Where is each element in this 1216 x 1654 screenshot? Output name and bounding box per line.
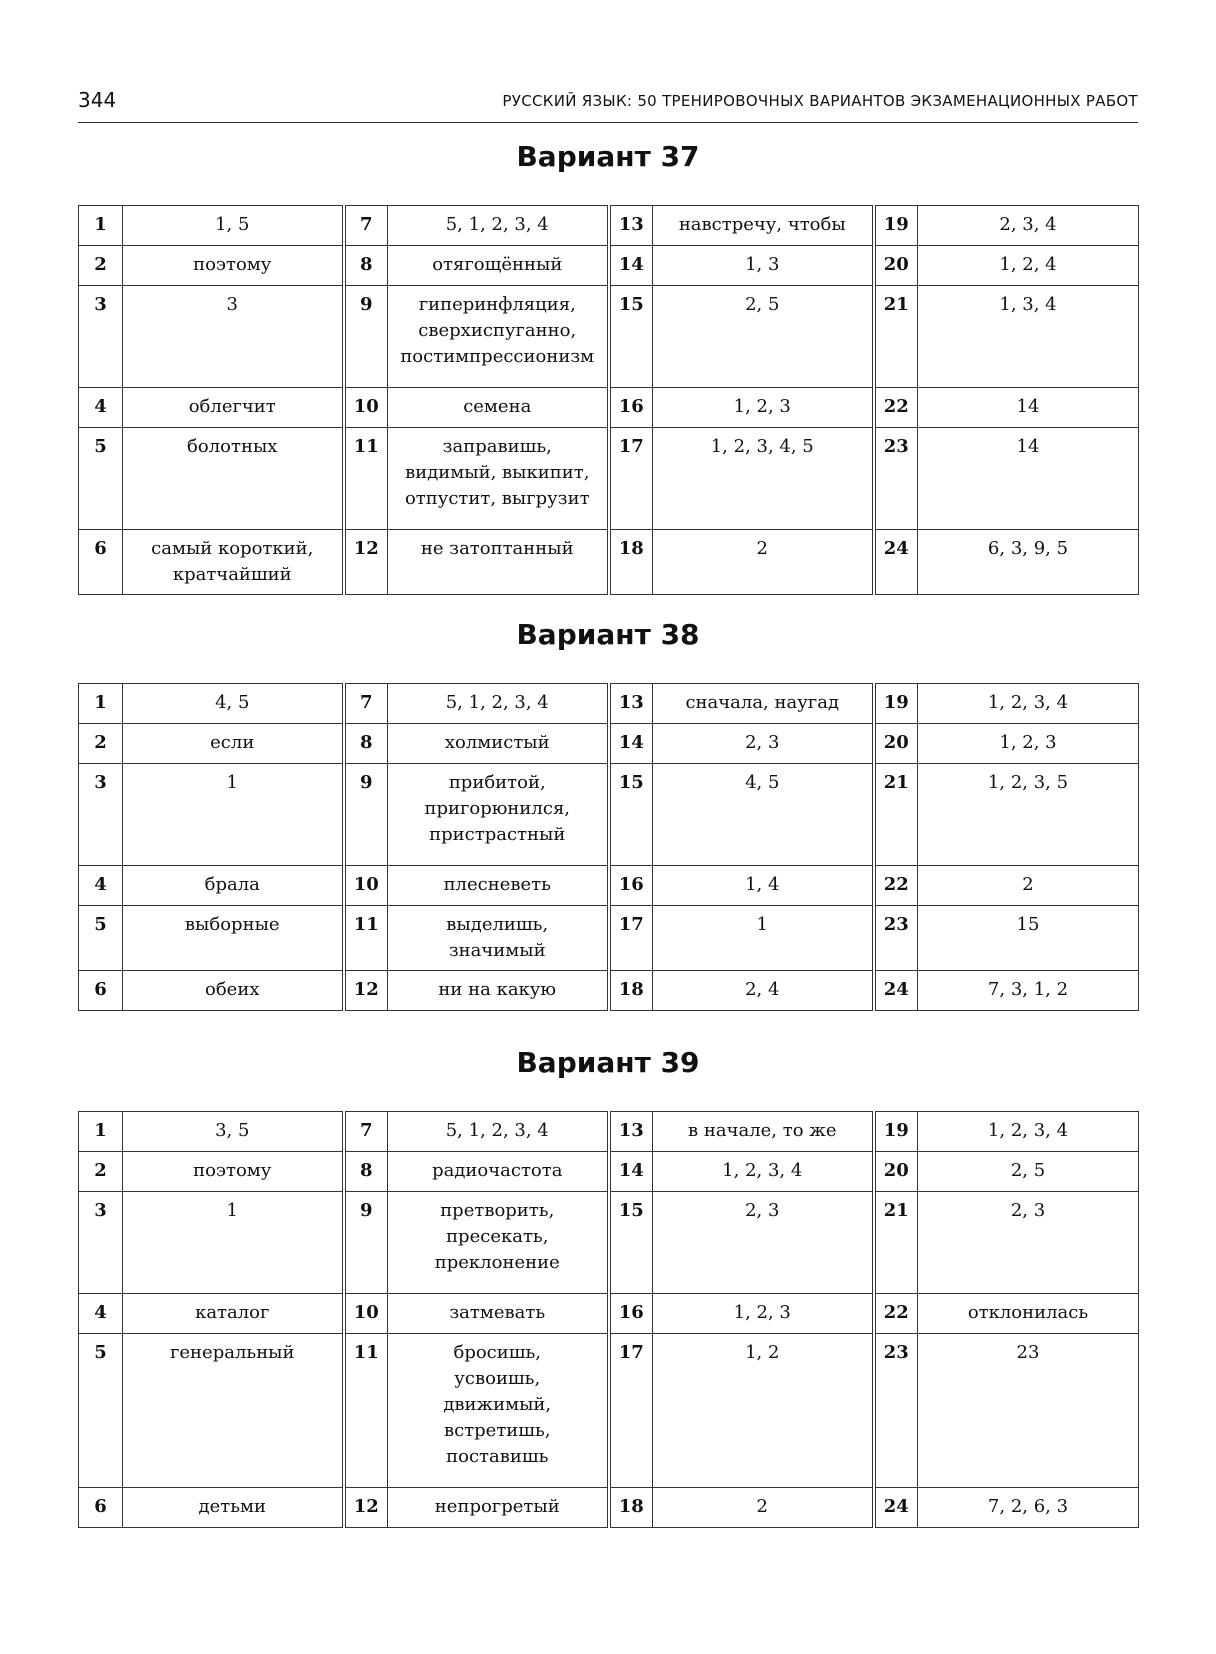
task-number: 16 — [609, 866, 653, 906]
task-number: 9 — [344, 1192, 388, 1294]
task-answer: радиочастота — [388, 1152, 609, 1192]
table-row — [79, 906, 1139, 971]
task-number: 9 — [344, 286, 388, 388]
task-number: 17 — [609, 428, 653, 530]
task-answer: если — [123, 724, 344, 764]
task-answer: непрогретый — [388, 1488, 609, 1528]
answer-table — [78, 1111, 1139, 1528]
task-answer: навстречу, чтобы — [653, 206, 874, 246]
task-number: 10 — [344, 866, 388, 906]
task-answer: 2, 3 — [918, 1192, 1139, 1294]
task-answer: претворить, пресекать, преклонение — [388, 1192, 609, 1294]
task-number: 19 — [874, 1112, 918, 1152]
task-answer: 14 — [918, 428, 1139, 530]
task-number: 24 — [874, 971, 918, 1011]
task-number: 22 — [874, 388, 918, 428]
task-number: 5 — [79, 906, 123, 971]
answer-table — [78, 683, 1139, 1011]
task-number: 20 — [874, 1152, 918, 1192]
task-number: 2 — [79, 1152, 123, 1192]
table-row — [79, 1294, 1139, 1334]
task-number: 1 — [79, 684, 123, 724]
table-row — [79, 206, 1139, 246]
task-answer: плесневеть — [388, 866, 609, 906]
task-answer: обеих — [123, 971, 344, 1011]
task-number: 7 — [344, 684, 388, 724]
table-row — [79, 724, 1139, 764]
table-row — [79, 246, 1139, 286]
task-answer: 2, 3, 4 — [918, 206, 1139, 246]
task-answer: генеральный — [123, 1334, 344, 1488]
task-number: 17 — [609, 906, 653, 971]
task-number: 21 — [874, 286, 918, 388]
task-number: 1 — [79, 1112, 123, 1152]
task-answer: 4, 5 — [123, 684, 344, 724]
task-answer: 5, 1, 2, 3, 4 — [388, 1112, 609, 1152]
task-answer: 14 — [918, 388, 1139, 428]
task-number: 23 — [874, 428, 918, 530]
task-number: 9 — [344, 764, 388, 866]
task-answer: поэтому — [123, 246, 344, 286]
task-answer: облегчит — [123, 388, 344, 428]
task-number: 12 — [344, 971, 388, 1011]
task-answer: затмевать — [388, 1294, 609, 1334]
task-number: 17 — [609, 1334, 653, 1488]
task-answer: 4, 5 — [653, 764, 874, 866]
task-number: 13 — [609, 684, 653, 724]
task-answer: 3, 5 — [123, 1112, 344, 1152]
task-answer: 1 — [123, 1192, 344, 1294]
task-number: 4 — [79, 866, 123, 906]
task-answer: гиперинфляция, сверхиспуганно, постимпрессионизм — [388, 286, 609, 388]
task-number: 16 — [609, 388, 653, 428]
table-row — [79, 1334, 1139, 1488]
table-row — [79, 971, 1139, 1011]
task-number: 13 — [609, 206, 653, 246]
task-number: 3 — [79, 1192, 123, 1294]
task-answer: в начале, то же — [653, 1112, 874, 1152]
task-number: 1 — [79, 206, 123, 246]
task-number: 6 — [79, 530, 123, 595]
task-number: 12 — [344, 530, 388, 595]
task-answer: выборные — [123, 906, 344, 971]
task-answer: ни на какую — [388, 971, 609, 1011]
variant-title: Вариант 38 — [516, 618, 700, 651]
task-number: 22 — [874, 1294, 918, 1334]
task-answer: семена — [388, 388, 609, 428]
task-number: 11 — [344, 906, 388, 971]
task-answer: 1, 2, 3 — [653, 1294, 874, 1334]
task-number: 7 — [344, 1112, 388, 1152]
table-row — [79, 866, 1139, 906]
task-answer: 1, 2, 3, 4 — [918, 684, 1139, 724]
task-number: 8 — [344, 724, 388, 764]
table-row — [79, 764, 1139, 866]
task-answer: отклонилась — [918, 1294, 1139, 1334]
task-number: 20 — [874, 724, 918, 764]
task-answer: 2 — [653, 530, 874, 595]
table-row — [79, 1112, 1139, 1152]
task-number: 18 — [609, 530, 653, 595]
task-answer: бросишь, усвоишь, движимый, встретишь, поставишь — [388, 1334, 609, 1488]
task-answer: 1, 2, 3 — [653, 388, 874, 428]
task-number: 4 — [79, 1294, 123, 1334]
task-number: 6 — [79, 1488, 123, 1528]
task-answer: 3 — [123, 286, 344, 388]
task-answer: 1 — [653, 906, 874, 971]
table-row — [79, 1488, 1139, 1528]
task-answer: болотных — [123, 428, 344, 530]
task-answer: каталог — [123, 1294, 344, 1334]
answer-table — [78, 205, 1139, 595]
task-number: 11 — [344, 1334, 388, 1488]
task-number: 15 — [609, 1192, 653, 1294]
task-answer: 5, 1, 2, 3, 4 — [388, 684, 609, 724]
task-answer: 2, 4 — [653, 971, 874, 1011]
task-number: 14 — [609, 246, 653, 286]
page-header — [78, 86, 1138, 123]
task-number: 21 — [874, 1192, 918, 1294]
task-number: 14 — [609, 724, 653, 764]
task-answer: заправишь, видимый, выкипит, отпустит, выгрузит — [388, 428, 609, 530]
task-answer: самый короткий, кратчайший — [123, 530, 344, 595]
task-number: 19 — [874, 684, 918, 724]
task-number: 16 — [609, 1294, 653, 1334]
task-number: 10 — [344, 388, 388, 428]
task-answer: поэтому — [123, 1152, 344, 1192]
task-answer: 2, 3 — [653, 1192, 874, 1294]
task-number: 23 — [874, 1334, 918, 1488]
task-answer: 1, 5 — [123, 206, 344, 246]
task-answer: 2 — [653, 1488, 874, 1528]
task-answer: 1, 2, 3 — [918, 724, 1139, 764]
task-answer: 1 — [123, 764, 344, 866]
task-number: 20 — [874, 246, 918, 286]
task-answer: 7, 2, 6, 3 — [918, 1488, 1139, 1528]
task-number: 11 — [344, 428, 388, 530]
task-answer: 1, 2, 3, 4 — [918, 1112, 1139, 1152]
task-number: 2 — [79, 246, 123, 286]
task-number: 3 — [79, 764, 123, 866]
table-row — [79, 530, 1139, 595]
table-row — [79, 1192, 1139, 1294]
task-answer: холмистый — [388, 724, 609, 764]
task-number: 4 — [79, 388, 123, 428]
task-number: 24 — [874, 530, 918, 595]
task-answer: 2, 5 — [918, 1152, 1139, 1192]
task-number: 22 — [874, 866, 918, 906]
table-row — [79, 1152, 1139, 1192]
running-title: РУССКИЙ ЯЗЫК: 50 ТРЕНИРОВОЧНЫХ ВАРИАНТОВ ЭКЗАМЕНАЦИОННЫХ РАБОТ — [502, 92, 1138, 110]
task-answer: сначала, наугад — [653, 684, 874, 724]
task-number: 2 — [79, 724, 123, 764]
variant-title: Вариант 37 — [516, 140, 700, 173]
task-number: 15 — [609, 764, 653, 866]
task-number: 21 — [874, 764, 918, 866]
task-answer: 1, 2, 4 — [918, 246, 1139, 286]
task-number: 12 — [344, 1488, 388, 1528]
task-number: 14 — [609, 1152, 653, 1192]
table-row — [79, 428, 1139, 530]
task-answer: 1, 3 — [653, 246, 874, 286]
task-answer: 1, 4 — [653, 866, 874, 906]
task-answer: 6, 3, 9, 5 — [918, 530, 1139, 595]
task-answer: 1, 2, 3, 4, 5 — [653, 428, 874, 530]
task-answer: 1, 2, 3, 4 — [653, 1152, 874, 1192]
task-answer: брала — [123, 866, 344, 906]
task-answer: 7, 3, 1, 2 — [918, 971, 1139, 1011]
task-answer: 15 — [918, 906, 1139, 971]
task-answer: детьми — [123, 1488, 344, 1528]
task-number: 15 — [609, 286, 653, 388]
task-number: 10 — [344, 1294, 388, 1334]
task-answer: 1, 2 — [653, 1334, 874, 1488]
task-number: 24 — [874, 1488, 918, 1528]
task-answer: отягощённый — [388, 246, 609, 286]
task-answer: 5, 1, 2, 3, 4 — [388, 206, 609, 246]
task-number: 8 — [344, 1152, 388, 1192]
page-number: 344 — [78, 88, 117, 112]
task-number: 3 — [79, 286, 123, 388]
task-answer: прибитой, пригорюнился, пристрастный — [388, 764, 609, 866]
task-number: 5 — [79, 428, 123, 530]
table-row — [79, 388, 1139, 428]
variant-title: Вариант 39 — [516, 1046, 700, 1079]
task-number: 13 — [609, 1112, 653, 1152]
task-number: 6 — [79, 971, 123, 1011]
task-answer: 1, 3, 4 — [918, 286, 1139, 388]
task-answer: 23 — [918, 1334, 1139, 1488]
task-answer: 1, 2, 3, 5 — [918, 764, 1139, 866]
task-number: 8 — [344, 246, 388, 286]
task-number: 18 — [609, 971, 653, 1011]
table-row — [79, 684, 1139, 724]
task-answer: не затоптанный — [388, 530, 609, 595]
task-number: 19 — [874, 206, 918, 246]
task-number: 23 — [874, 906, 918, 971]
task-answer: 2, 5 — [653, 286, 874, 388]
task-answer: выделишь, значимый — [388, 906, 609, 971]
task-answer: 2 — [918, 866, 1139, 906]
table-row — [79, 286, 1139, 388]
task-number: 18 — [609, 1488, 653, 1528]
task-number: 5 — [79, 1334, 123, 1488]
task-answer: 2, 3 — [653, 724, 874, 764]
task-number: 7 — [344, 206, 388, 246]
